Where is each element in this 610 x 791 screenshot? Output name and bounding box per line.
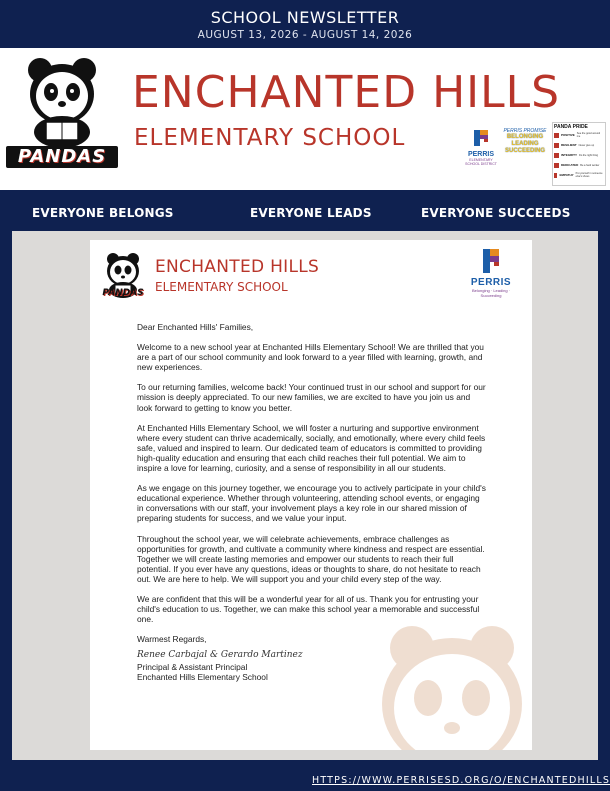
- motto-bar: [0, 206, 610, 228]
- signer-title: Principal & Assistant Principal: [137, 662, 248, 673]
- perris-promise-logo: [500, 128, 550, 155]
- signer-school: Enchanted Hills Elementary School: [137, 672, 268, 683]
- letter-district-tagline: Belonging · Leading · Succeeding: [471, 288, 511, 298]
- letter-paragraph: At Enchanted Hills Elementary School, we will foster a nurturing and supportive environment where every student can thrive academically, socially, and emotionally, where every child feels safe, valued and inspired to learn. Our dedicated team of educators is committed to providing high-quality education and ensuring that each child reaches their full potential. We aim to inspire a love for learning, curiosity, and a sense of responsibility in all our students.: [137, 422, 486, 474]
- letter-district-logo: [462, 249, 520, 303]
- promise-line-2: LEADING: [511, 141, 539, 147]
- pride-bullet-icon: [554, 163, 559, 168]
- pride-bullet-icon: [554, 173, 557, 178]
- pride-bullet-icon: [554, 133, 559, 138]
- pride-item: POSITIVE See the good around me: [554, 130, 604, 140]
- promise-line-1: BELONGING: [506, 134, 544, 140]
- motto-belongs: EVERYONE BELONGS: [32, 206, 174, 220]
- perris-p-icon: [483, 249, 499, 273]
- district-logo: [464, 130, 498, 166]
- letter-district-name: PERRIS: [470, 277, 512, 288]
- letter-paragraph: We are confident that this will be a wonderful year for all of us. Thank you for entrusting your child's education to us. Together, we can make this school year a memorable and successful one.: [137, 593, 480, 625]
- perris-p-icon: [474, 130, 488, 146]
- motto-succeeds: EVERYONE SUCCEEDS: [421, 206, 571, 220]
- pandas-wordmark: PANDAS: [17, 146, 107, 167]
- newsletter-dates: AUGUST 13, 2026 - AUGUST 14, 2026: [197, 29, 413, 41]
- promise-title: PERRIS PROMISE: [503, 128, 547, 134]
- welcome-letter: [90, 240, 532, 750]
- motto-leads: EVERYONE LEADS: [250, 206, 372, 220]
- letter-paragraph: Throughout the school year, we will celebrate achievements, embrace challenges as opportunities for growth, and cultivate a community where kindness and respect are essential. Together we will create lasting memories and empower our students to reach their full potential. If you ever have any questions, ideas or thoughts to share, do not hesitate to reach out. We are here to help. We will support you and your child every step of the way.: [137, 533, 485, 584]
- newsletter-title: SCHOOL NEWSLETTER: [210, 8, 400, 27]
- letter-paragraph: Welcome to a new school year at Enchanted Hills Elementary School! We are thrilled that you are a part of our school community and look forward to a year filled with learning, growth, and new experiences.: [137, 342, 484, 373]
- letter-body: [137, 322, 487, 682]
- pride-bullet-icon: [554, 143, 559, 148]
- promise-line-3: SUCCEEDING: [504, 148, 545, 154]
- school-name: ENCHANTED HILLS: [132, 67, 561, 118]
- district-name: PERRIS: [467, 151, 495, 158]
- letter-closing: Warmest Regards,: [137, 634, 207, 645]
- pride-item: INTEGRITY Do the right thing: [554, 150, 604, 160]
- letter-signature: Renee Carbajal & Gerardo Martinez: [137, 650, 303, 661]
- pride-item: RESILIENT Never give up: [554, 140, 604, 150]
- letter-paragraph: To our returning families, welcome back! Your continued trust in our school and support for our mission is deeply appreciated. To our new families, we are excited to have you join us and look forward to getting to know you better.: [137, 382, 486, 413]
- pride-title: PANDA PRIDE: [554, 124, 588, 130]
- newsletter-header: [0, 0, 610, 48]
- school-type: ELEMENTARY SCHOOL: [134, 125, 406, 151]
- panda-pride-card: [552, 122, 606, 186]
- pride-bullet-icon: [554, 153, 559, 158]
- letter-paragraph: As we engage on this journey together, we encourage you to actively participate in your child's educational experience. Whether through volunteering, attending school events, or engaging in conversations with our staff, your involvement plays a key role in our shared mission of preparing students for success, and we value your input.: [137, 483, 486, 524]
- letter-panda-logo: [96, 250, 150, 310]
- letter-pandas-wordmark: PANDAS: [102, 288, 144, 298]
- school-banner: [0, 48, 610, 190]
- letter-greeting: Dear Enchanted Hills' Families,: [137, 322, 254, 332]
- letter-school-type: ELEMENTARY SCHOOL: [155, 280, 288, 294]
- district-tagline: ELEMENTARY SCHOOL DISTRICT: [465, 158, 497, 166]
- pride-item: DEDICATED Be a hard worker: [554, 160, 604, 170]
- letter-school-name: ENCHANTED HILLS: [155, 257, 320, 277]
- school-website-link[interactable]: HTTPS://WWW.PERRISESD.ORG/O/ENCHANTEDHILLS: [312, 775, 610, 786]
- pride-item: EMPATHY Put yourself in someone else's shoes: [554, 170, 604, 180]
